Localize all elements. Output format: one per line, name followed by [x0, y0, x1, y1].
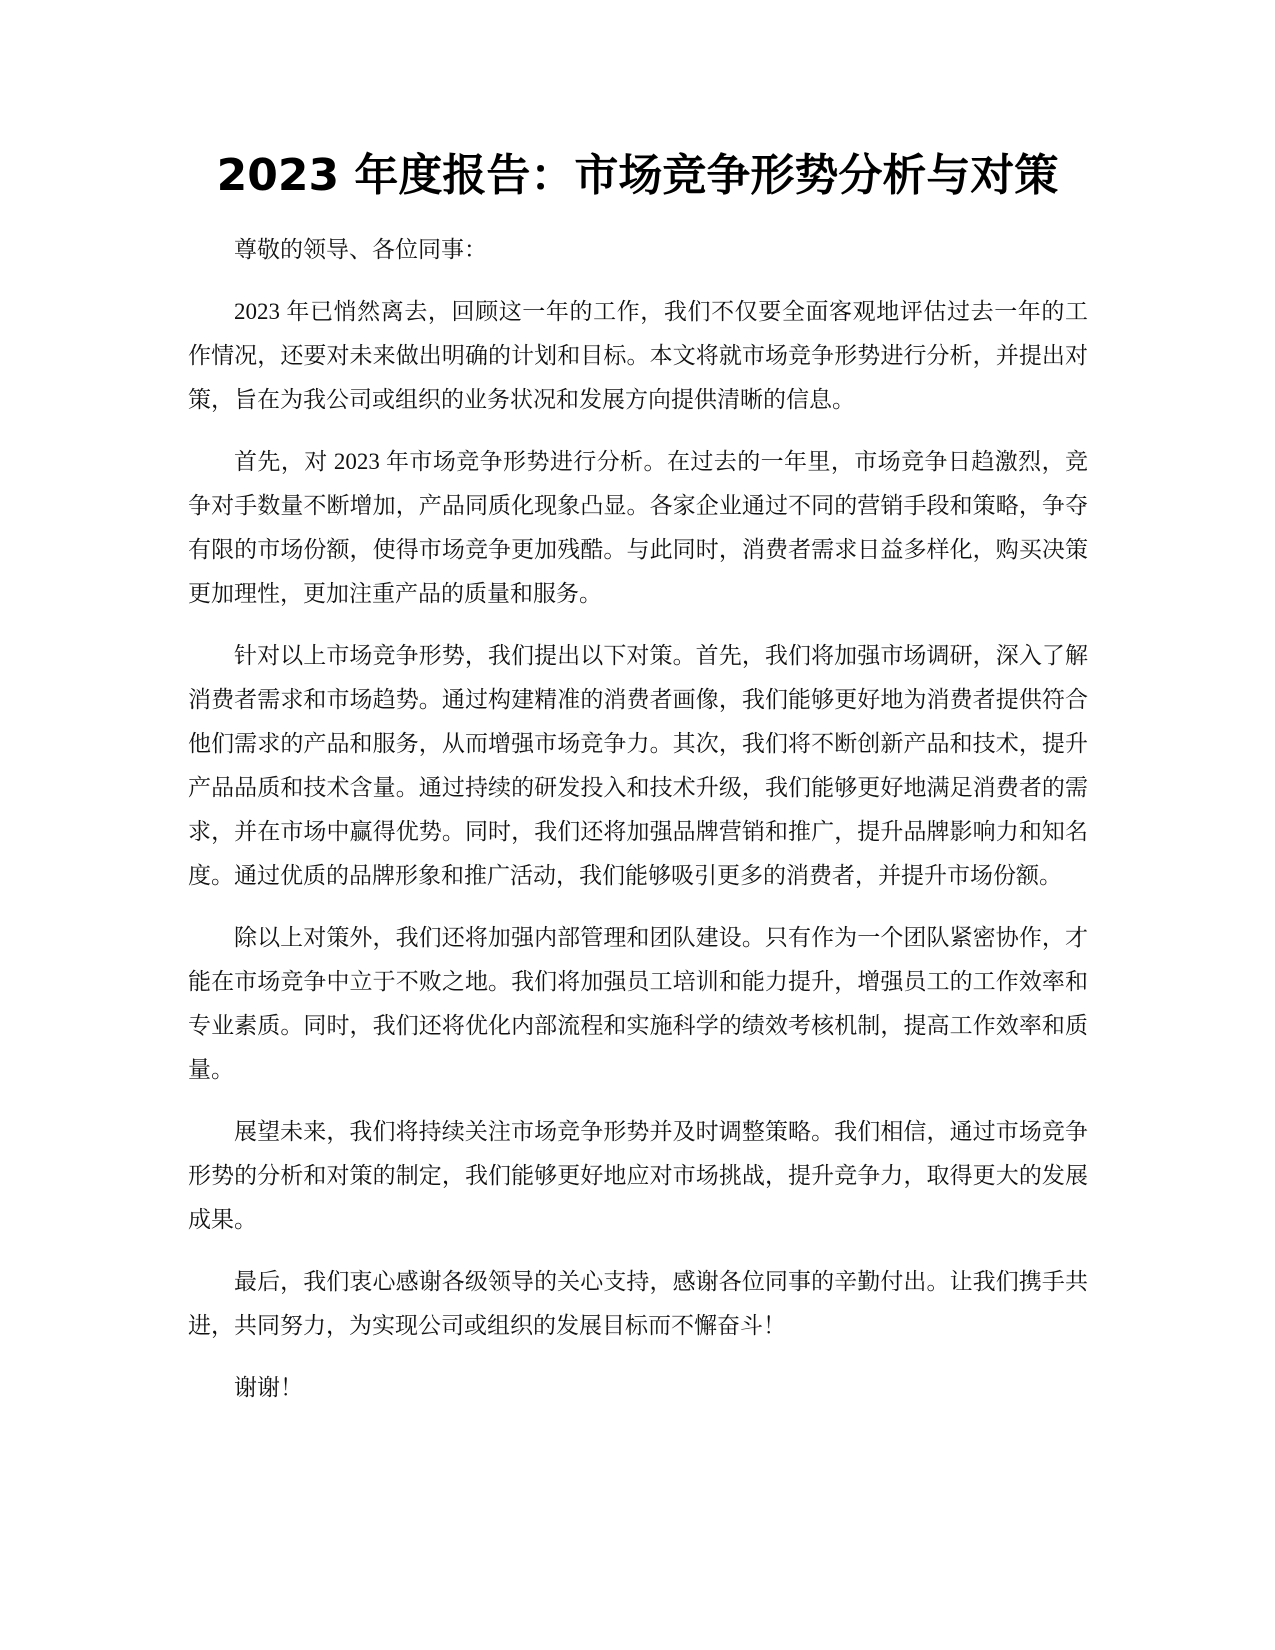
strategy-paragraph: 针对以上市场竞争形势，我们提出以下对策。首先，我们将加强市场调研，深入了解消费者需求和市场趋势。通过构建精准的消费者画像，我们能够更好地为消费者提供符合他们需求的产品和服务，从而增强市场竞争力。其次，我们将不断创新产品和技术，提升产品品质和技术含量。通过持续的研发投入和技术升级，我们能够更好地满足消费者的需求，并在市场中赢得优势。同时，我们还将加强品牌营销和推广，提升品牌影响力和知名度。通过优质的品牌形象和推广活动，我们能够吸引更多的消费者，并提升市场份额。 — [188, 643, 1088, 888]
document-title: 2023 年度报告：市场竞争形势分析与对策 — [216, 150, 1059, 201]
outlook-paragraph: 展望未来，我们将持续关注市场竞争形势并及时调整策略。我们相信，通过市场竞争形势的分析和对策的制定，我们能够更好地应对市场挑战，提升竞争力，取得更大的发展成果。 — [188, 1119, 1088, 1232]
salutation-paragraph: 尊敬的领导、各位同事： — [234, 237, 487, 262]
thanks-paragraph: 最后，我们衷心感谢各级领导的关心支持，感谢各位同事的辛勤付出。让我们携手共进，共同努力，为实现公司或组织的发展目标而不懈奋斗！ — [188, 1269, 1088, 1338]
management-paragraph: 除以上对策外，我们还将加强内部管理和团队建设。只有作为一个团队紧密协作，才能在市场竞争中立于不败之地。我们将加强员工培训和能力提升，增强员工的工作效率和专业素质。同时，我们还将优化内部流程和实施科学的绩效考核机制，提高工作效率和质量。 — [188, 925, 1088, 1082]
closing-paragraph: 谢谢！ — [234, 1375, 303, 1400]
intro-paragraph: 2023 年已悄然离去，回顾这一年的工作，我们不仅要全面客观地评估过去一年的工作情况，还要对未来做出明确的计划和目标。本文将就市场竞争形势进行分析，并提出对策，旨在为我公司或组织的业务状况和发展方向提供清晰的信息。 — [188, 299, 1088, 412]
analysis-paragraph: 首先，对 2023 年市场竞争形势进行分析。在过去的一年里，市场竞争日趋激烈，竞争对手数量不断增加，产品同质化现象凸显。各家企业通过不同的营销手段和策略，争夺有限的市场份额，使得市场竞争更加残酷。与此同时，消费者需求日益多样化，购买决策更加理性，更加注重产品的质量和服务。 — [188, 449, 1088, 606]
document-body — [188, 228, 1088, 1428]
